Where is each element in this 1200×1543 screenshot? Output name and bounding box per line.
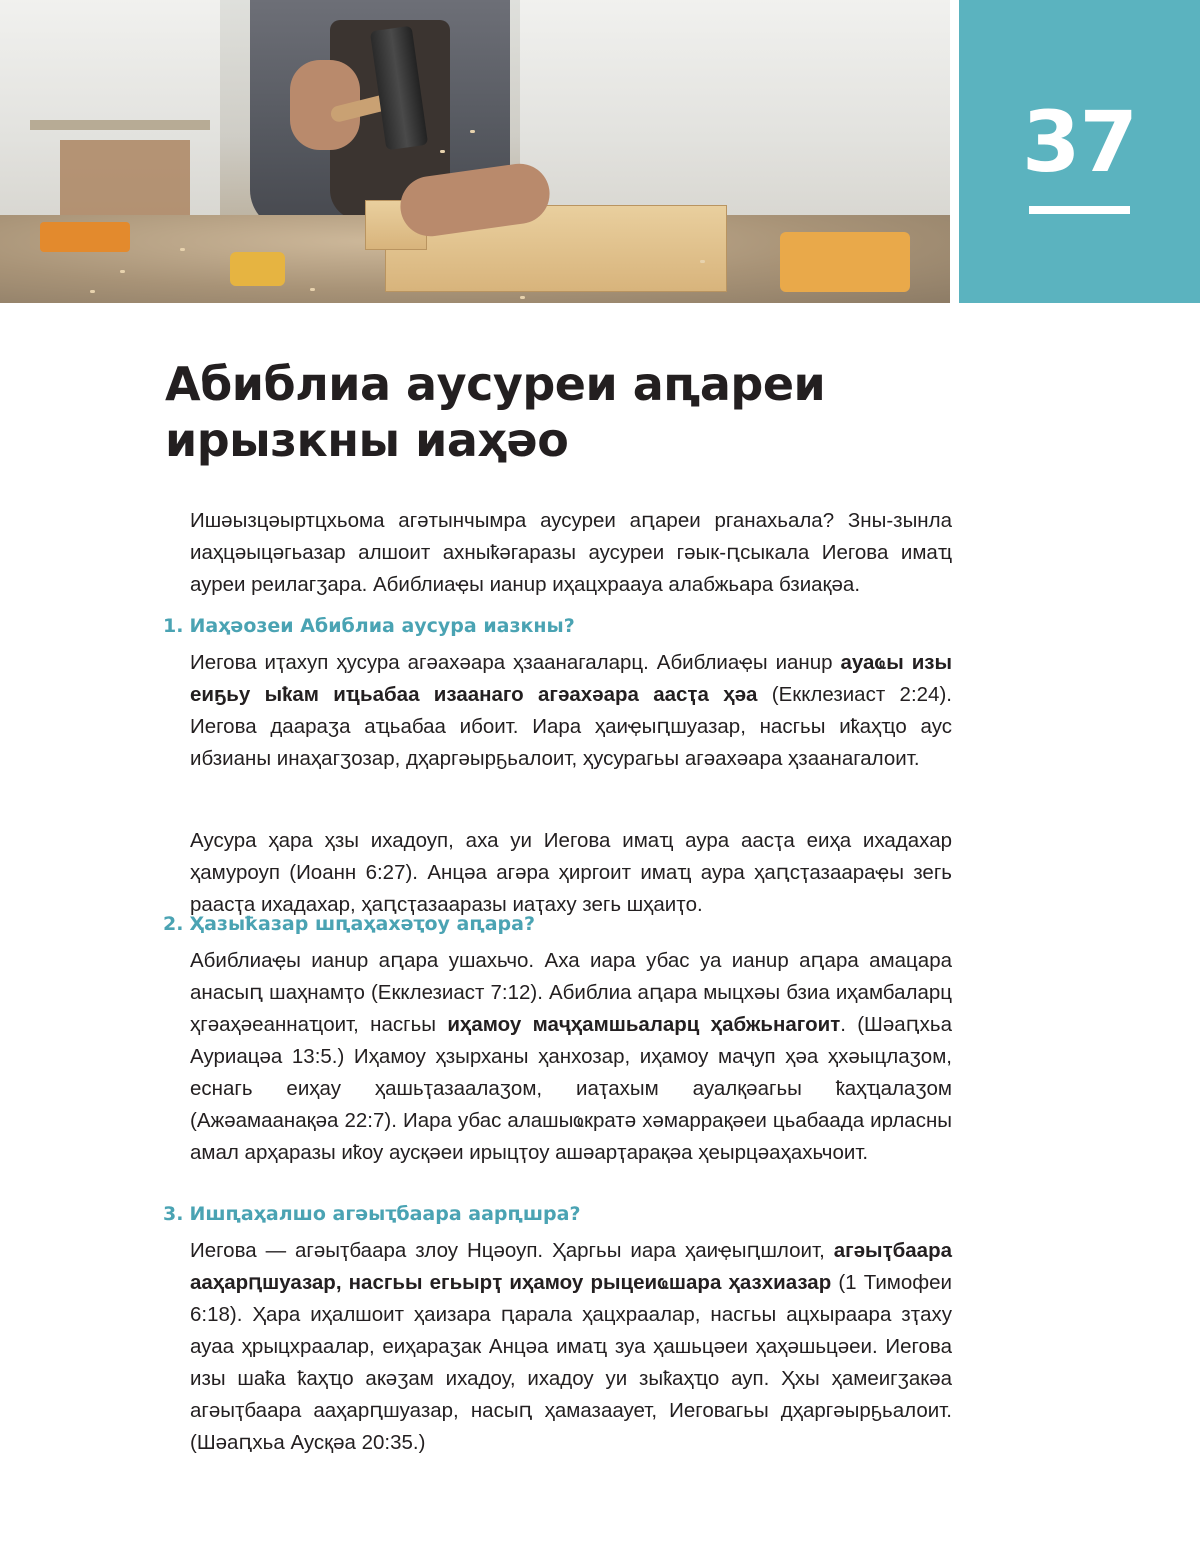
- chapter-underline: [1029, 206, 1130, 214]
- section-1-paragraph-1: Иегова иҭахуп ҳусура агәахәара ҳзаанагаларц. Абиблиаҿы ианup ауаҩы изы еиҕьу ыҟам иҵьабаа изаанаго агәахәара аасҭа ҳәа (Екклезиаст 2:24). Иегова даараӡа аҵьабаа ибоит. Иара ҳаиҿыԥшуазар, насгьы иҟаҳҵо аус ибзианы инаҳагӡозар, дҳаргәырҕьалоит, ҳусурагьы агәахәара ҳзаанагалоит.: [190, 651, 952, 770]
- section-2-paragraph-1: Абиблиаҿы ианup аԥара ушахьчо. Аха иара убас уа ианup аԥара амацара анасыԥ шаҳнамҭо (Екклезиаст 7:12). Абиблиа аԥара мыцхәы бзиа иҳамбаларц ҳгәаҳәеаннаҵоит, насгьы иҳамоу маҷҳамшьаларц ҳабжьнагоит. (Шәаԥхьа Ауриацәа 13:5.) Иҳамоу ҳзырханы ҳанхозар, иҳамоу маҷуп ҳәа ҳхәыцлаӡом, еснагь еиҳау ҳашьҭазаалаӡом, иаҭахым ауалқәагьы ҟаҳҵалаӡом (Ажәамаанақәа 22:7). Иара убас алашыҩкратә хәмаррақәеи цьабаада ирласны амал арҳаразы иҟоу аусқәеи ирыцҭоу ашәарҭарақәа ҳеырцәаҳахьчоит.: [190, 949, 952, 1164]
- yellow-container: [780, 232, 910, 292]
- question-1-text: Иаҳәозеи Абиблиа аусура иазкны?: [189, 615, 575, 637]
- question-1: [163, 613, 953, 639]
- chapter-number: 37: [1022, 93, 1137, 191]
- emphasis: ауаҩы изы еиҕьу ыҟам иҵьабаа изаанаго агәахәара аасҭа ҳәа: [190, 651, 952, 706]
- header-photo: [0, 0, 950, 303]
- chapter-box: [959, 0, 1200, 303]
- question-3-number: 3.: [163, 1203, 184, 1225]
- question-3: [163, 1201, 953, 1227]
- question-2-text: Ҳазыҟазар шԥаҳахәҭоу аԥара?: [189, 913, 535, 935]
- question-2-number: 2.: [163, 913, 184, 935]
- section-3-paragraph-1: Иегова — агәыҭбаара злоу Нцәоуп. Ҳаргьы иара ҳаиҿыԥшлоит, агәыҭбаара ааҳарԥшуазар, насгьы егьырҭ иҳамоу рыцеиҩшара ҳазхиазар (1 Тимофеи 6:18). Ҳара иҳалшоит ҳаизара ԥарала ҳацхраалар, насгьы ацхыраара зҭаху ауаа ҳрыцхраалар, еиҳараӡак Анцәа имаҵ зуа ҳашьцәеи ҳаҳәшьцәеи. Иегова изы шаҟа ҟаҳҵо акәӡам ихадоу, ихадоу уи зыҟаҳҵо ауп. Ҳхы ҳамеигӡакәа агәыҭбаара ааҳарԥшуазар, насыԥ ҳамазааует, Иеговагьы дҳаргәырҕьалоит. (Шәаԥхьа Аусқәа 20:35.): [190, 1239, 952, 1454]
- intro-paragraph: Ишәызцәыртцхьома агәтынчымра аусуреи аԥареи рганахьала? Зны-зынла иаҳцәыцәгьазар алшоит ахныҟәгаразы аусуреи гәык-ԥсыкала Иегова имаҵ ауреи реилагӡара. Абиблиаҿы ианup иҳацхраауа алабжьара бзиақәа.: [190, 509, 952, 596]
- question-3-text: Ишԥаҳалшо агәыҭбаара аарԥшра?: [189, 1203, 581, 1225]
- section-1-paragraph-2: Аусура ҳара ҳзы ихадоуп, аха уи Иегова имаҵ аура аасҭа еиҳа ихадахар ҳамуроуп (Иоанн 6:27). Анцәа агәра ҳиргоит имаҵ аура ҳаԥсҭазаараҿы зегь раасҭа ихадахар, ҳаԥсҭазааразы иаҭаху зегь шҳаиҭо.: [190, 829, 952, 916]
- orange-tool: [40, 222, 130, 252]
- page-title: [165, 356, 965, 468]
- title-line-2: ирызкны иаҳәо: [165, 413, 569, 467]
- window-light-right: [520, 0, 950, 230]
- question-2: [163, 911, 953, 937]
- shelf: [30, 120, 210, 130]
- question-1-number: 1.: [163, 615, 184, 637]
- emphasis: иҳамоу маҷҳамшьаларц ҳабжьнагоит: [447, 1013, 841, 1036]
- title-line-1: Абиблиа аусуреи аԥареи: [165, 357, 826, 411]
- level-tool: [230, 252, 285, 286]
- emphasis: агәыҭбаара ааҳарԥшуазар, насгьы егьырҭ иҳамоу рыцеиҩшара ҳазхиазар: [190, 1239, 952, 1294]
